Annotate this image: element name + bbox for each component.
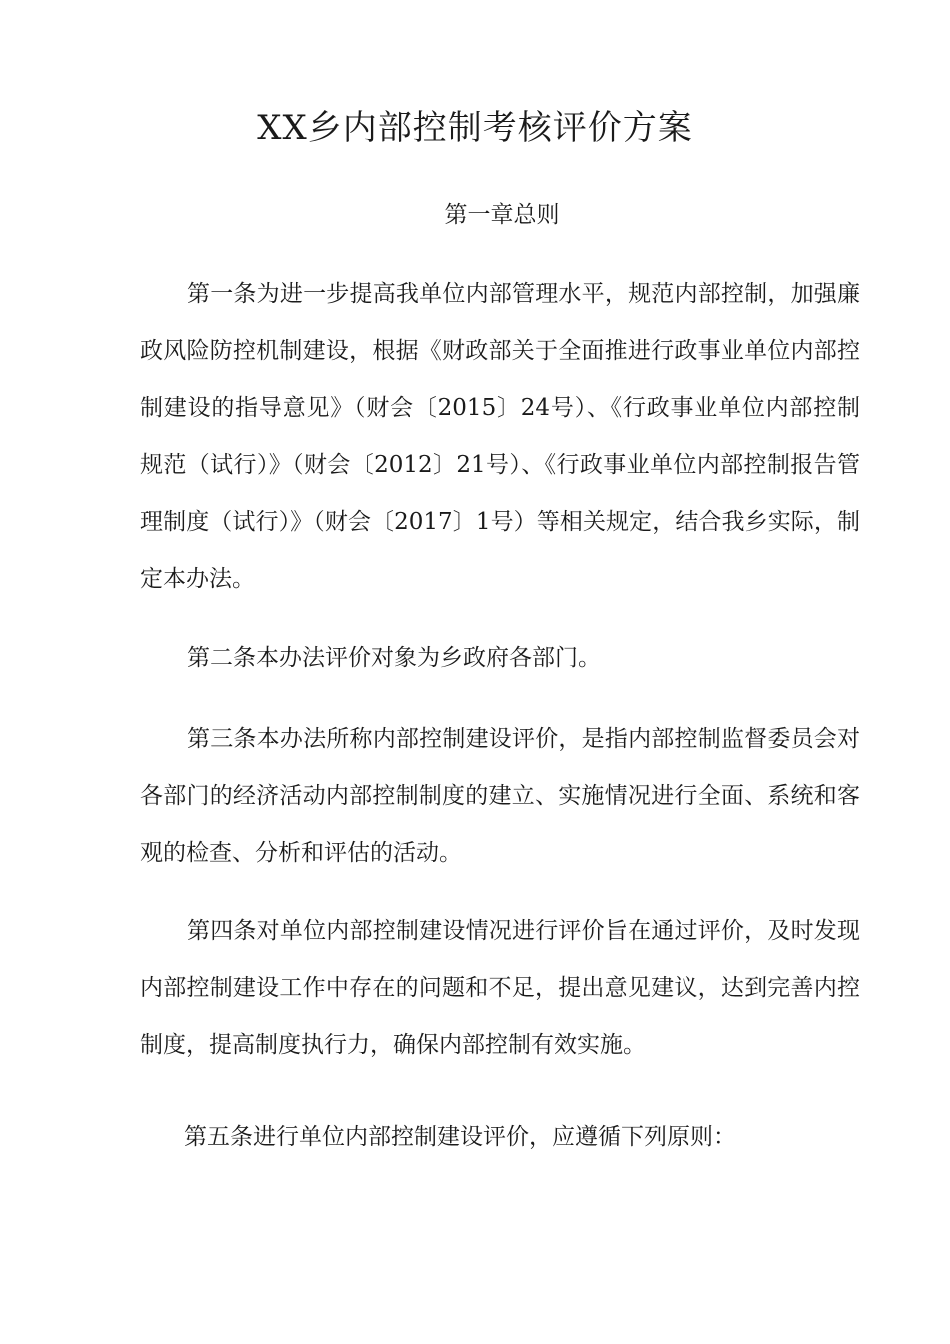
article-4-paragraph: 第四条对单位内部控制建设情况进行评价旨在通过评价，及时发现内部控制建设工作中存在的问题和不足，提出意见建议，达到完善内控制度，提高制度执行力，确保内部控制有效实施。 bbox=[140, 918, 860, 1058]
article-3-paragraph: 第三条本办法所称内部控制建设评价，是指内部控制监督委员会对各部门的经济活动内部控制制度的建立、实施情况进行全面、系统和客观的检查、分析和评估的活动。 bbox=[140, 726, 860, 866]
chapter-heading: 第一章总则 bbox=[444, 202, 560, 228]
article-5-paragraph: 第五条进行单位内部控制建设评价，应遵循下列原则： bbox=[184, 1124, 736, 1150]
article-2-paragraph: 第二条本办法评价对象为乡政府各部门。 bbox=[187, 645, 601, 671]
article-1-paragraph: 第一条为进一步提高我单位内部管理水平，规范内部控制，加强廉政风险防控机制建设，根据《财政部关于全面推进行政事业单位内部控制建设的指导意见》（财会〔2015〕24号）、《行政事业单位内部控制规范（试行）》（财会〔2012〕21号）、《行政事业单位内部控制报告管理制度（试行）》（财会〔2017〕1号）等相关规定，结合我乡实际，制定本办法。 bbox=[140, 281, 860, 592]
document-title: XX乡内部控制考核评价方案 bbox=[257, 108, 693, 148]
